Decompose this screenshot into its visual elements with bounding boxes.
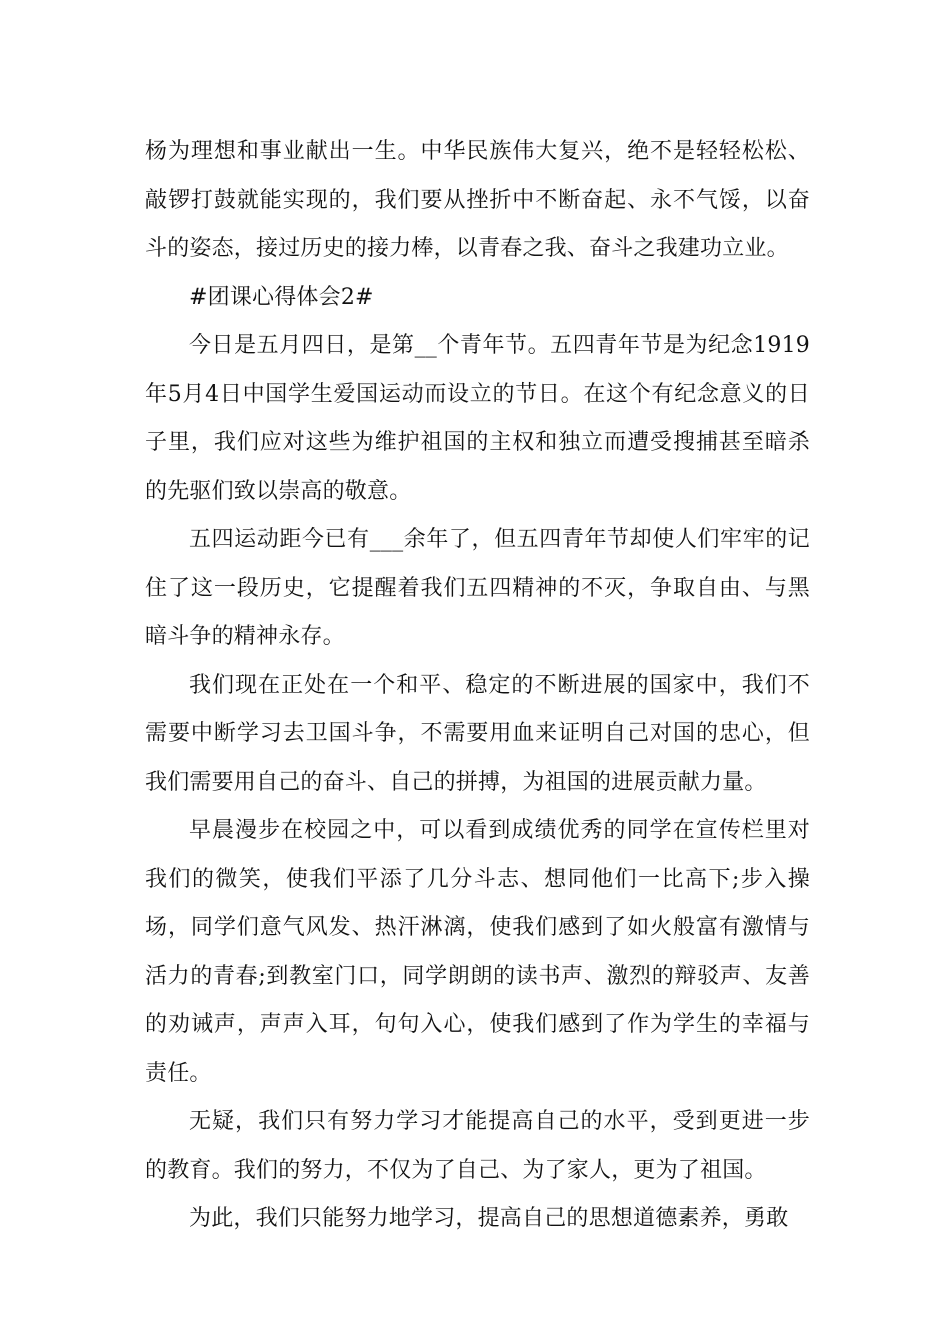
paragraph: 杨为理想和事业献出一生。中华民族伟大复兴，绝不是轻轻松松、敲锣打鼓就能实现的，我们要从挫折中不断奋起、永不气馁，以奋斗的姿态，接过历史的接力棒，以青春之我、奋斗之我建功立业。 xyxy=(145,139,810,261)
paragraph: 为此，我们只能努力地学习，提高自己的思想道德素养，勇敢 xyxy=(189,1206,789,1231)
paragraph: 今日是五月四日，是第__个青年节。五四青年节是为纪念1919年5月4日中国学生爱国运动而设立的节日。在这个有纪念意义的日子里，我们应对这些为维护祖国的主权和独立而遭受搜捕甚至暗杀的先驱们致以崇高的敬意。 xyxy=(145,333,810,504)
document-body xyxy=(145,128,810,1244)
section-heading: #团课心得体会2# xyxy=(189,284,374,310)
paragraph: 无疑，我们只有努力学习才能提高自己的水平，受到更进一步的教育。我们的努力，不仅为了自己、为了家人，更为了祖国。 xyxy=(145,1109,810,1183)
paragraph: 五四运动距今已有___余年了，但五四青年节却使人们牢牢的记住了这一段历史，它提醒着我们五四精神的不灭，争取自由、与黑暗斗争的精神永存。 xyxy=(145,527,810,649)
paragraph: 早晨漫步在校园之中，可以看到成绩优秀的同学在宣传栏里对我们的微笑，使我们平添了几分斗志、想同他们一比高下;步入操场，同学们意气风发、热汗淋漓，使我们感到了如火般富有激情与活力的青春;到教室门口，同学朗朗的读书声、激烈的辩驳声、友善的劝诫声，声声入耳，句句入心，使我们感到了作为学生的幸福与责任。 xyxy=(145,818,810,1086)
paragraph: 我们现在正处在一个和平、稳定的不断进展的国家中，我们不需要中断学习去卫国斗争，不需要用血来证明自己对国的忠心，但我们需要用自己的奋斗、自己的拼搏，为祖国的进展贡献力量。 xyxy=(145,672,810,795)
